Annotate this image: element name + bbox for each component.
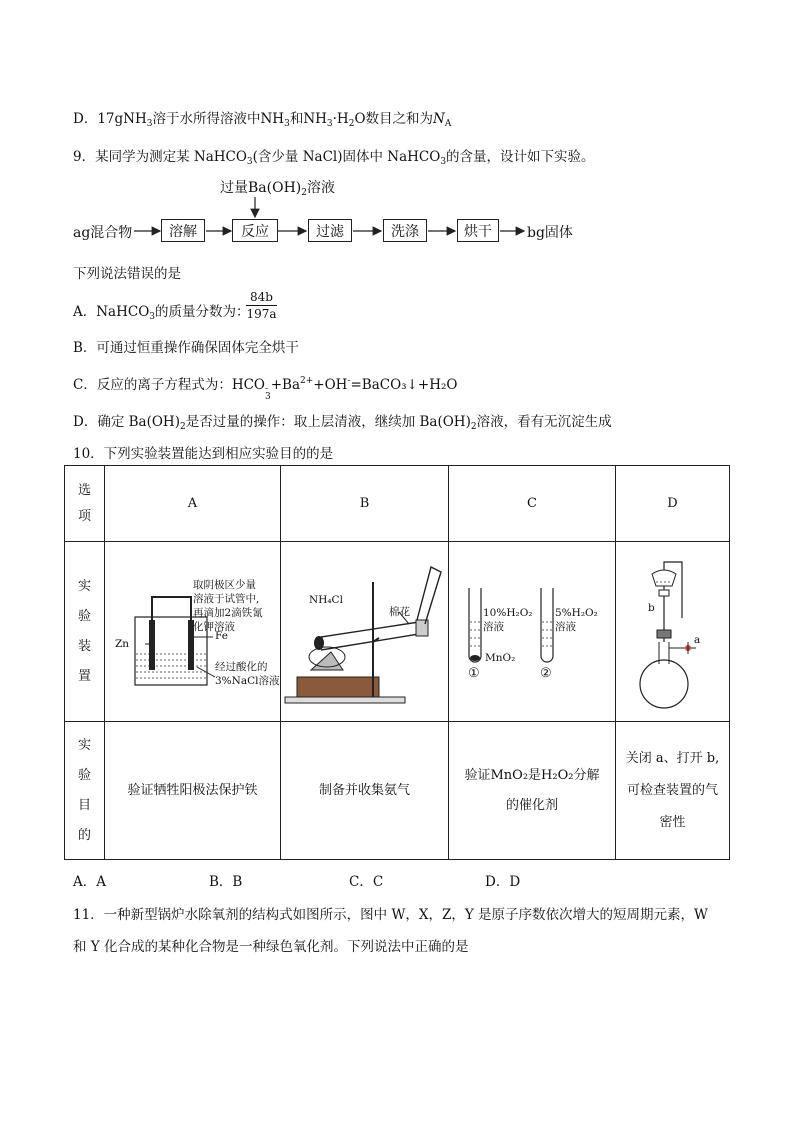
tube1-label [483, 606, 533, 634]
valve-a-label: a [694, 634, 701, 646]
q10-col-a: A [105, 466, 281, 542]
q8-d-nh3h2o: NH [303, 111, 327, 127]
q9-option-a [73, 300, 250, 322]
q10-r2-3: 置 [77, 668, 91, 684]
q8-d-na-sub: A [444, 119, 452, 129]
q10-pc-2: 的催化剂 [505, 797, 558, 813]
q10-table [64, 465, 730, 860]
q10-r3-1: 验 [77, 767, 91, 783]
q11-line1: 11．一种新型锅炉水除氧剂的结构式如图所示，图中 W，X，Z，Y 是原子序数依次增大的短周期元素，W [73, 907, 708, 923]
q10-purpose-a: 验证牺牲阳极法保护铁 [105, 722, 281, 860]
tube1-number: ① [468, 666, 480, 681]
zn-label: Zn [115, 638, 130, 650]
tube2-sol: 溶液 [555, 621, 576, 633]
q9-stem-sub1: 3 [246, 157, 253, 167]
q10-apparatus-row [65, 542, 730, 722]
q9-c-sup: - [265, 384, 269, 394]
q10-r2-0: 实 [77, 578, 91, 594]
fig-a-sol-1: 经过酸化的 [215, 661, 268, 673]
q10-purpose-b: 制备并收集氨气 [281, 722, 449, 860]
q9-d-pre: D．确定 Ba(OH) [73, 414, 180, 430]
q9-c-mid: +Ba [270, 377, 301, 393]
q10-r2-2: 装 [77, 638, 91, 654]
tube1-conc: 10%H₂O₂ [483, 607, 533, 619]
q10-purpose-row [65, 722, 730, 860]
ammonia-apparatus-figure [281, 542, 449, 722]
q8-d-prefix: D．17g [73, 111, 124, 127]
q10-hl-1: 项 [77, 508, 91, 524]
q10-r3-3: 的 [77, 827, 91, 843]
q9-option-c [73, 373, 457, 401]
q9-d-sub: 2 [179, 422, 186, 432]
q10-apparatus-c [449, 542, 616, 722]
q9-step-react: 反应 [232, 219, 278, 242]
q8-d-suffix: 数目之和为 [365, 111, 434, 127]
fig-a-solution [215, 660, 280, 688]
q9-option-d [73, 410, 612, 432]
q10-hl-0: 选 [77, 482, 91, 498]
q10-answer-d[interactable]: D．D [485, 874, 521, 890]
q8-d-nh3h2o-o: O [354, 111, 366, 127]
fig-a-note-3: 再滴加2滴铁氰 [193, 607, 263, 619]
q8-d-mid: 溶于水所得溶液中 [152, 111, 261, 127]
q9-c-sup3: - [347, 376, 351, 386]
q8-d-nh3: NH [123, 111, 147, 127]
q9-stem-sub2: 3 [440, 157, 447, 167]
q10-apparatus-b [281, 542, 449, 722]
q9-c-sub: 3 [265, 392, 271, 402]
q9-question: 下列说法错误的是 [73, 266, 181, 282]
q10-answer-a[interactable]: A．A [73, 874, 106, 890]
q9-frac-den: 197a [246, 307, 277, 321]
q9-reagent-sub: 2 [301, 188, 307, 198]
tube1-sol: 溶液 [483, 621, 504, 633]
tube2-label [555, 606, 598, 634]
q10-r3-2: 目 [77, 797, 91, 813]
q9-step-wash: 洗涤 [383, 219, 427, 242]
q9-stem-a: 9．某同学为测定某 NaHCO [73, 149, 247, 165]
q10-apparatus-d [616, 542, 730, 722]
q8-d-na: N [433, 111, 445, 127]
q9-reagent: 过量Ba(OH) [220, 180, 302, 196]
cotton-label: 棉花 [389, 606, 410, 618]
q10-header-row [65, 466, 730, 542]
q9-flow-start: ag混合物 [73, 225, 133, 241]
q8-d-nh3h2o-sub3: 3 [326, 119, 333, 129]
nh4cl-label: NH₄Cl [309, 594, 343, 606]
q10-pd-3: 密性 [659, 814, 686, 830]
q10-answer-b[interactable]: B．B [209, 874, 243, 890]
q11-line2: 和 Y 化合成的某种化合物是一种绿色氧化剂。下列说法中正确的是 [73, 939, 469, 955]
q9-a-sub: 3 [149, 312, 156, 322]
q9-c-pre: C．反应的离子方程式为：HCO [73, 377, 265, 393]
q10-r2-1: 验 [77, 608, 91, 624]
q9-d-end: 溶液，看有无沉淀生成 [476, 414, 612, 430]
tube2-number: ② [540, 666, 552, 681]
q9-d-mid: 是否过量的操作：取上层清液，继续加 Ba(OH) [185, 414, 471, 430]
q10-col-c: C [449, 466, 616, 542]
q9-d-sub2: 2 [470, 422, 477, 432]
q9-frac-num: 84b [246, 290, 277, 306]
q10-pd-1: 关闭 a、打开 b, [625, 750, 720, 766]
q10-apparatus-a [105, 542, 281, 722]
q8-d-nh3-b-sub: 3 [284, 119, 290, 129]
q9-c-sup2: 2+ [300, 376, 314, 386]
q9-stem-c: 的含量，设计如下实验。 [446, 149, 595, 165]
q9-step-filter: 过滤 [308, 219, 352, 242]
q10-r3-0: 实 [77, 737, 91, 753]
q9-step-dry: 烘干 [457, 219, 499, 242]
fig-a-sol-2: 3%NaCl溶液 [215, 675, 280, 687]
q10-header-label [65, 466, 105, 542]
q9-a-pre: A．NaHCO [73, 304, 150, 320]
fig-a-note-2: 溶液于试管中, [193, 593, 260, 605]
q10-stem: 10．下列实验装置能达到相应实验目的的是 [73, 446, 334, 462]
fe-label: Fe [215, 630, 228, 642]
q8-d-nh3h2o-h: ·H [332, 111, 349, 127]
q9-c-post: +OH [313, 377, 348, 393]
fig-a-note-1: 取阴极区少量 [193, 579, 256, 591]
q10-row3-label [65, 722, 105, 860]
q8-d-and: 和 [289, 111, 304, 127]
q10-col-d: D [616, 466, 730, 542]
q10-col-b: B [281, 466, 449, 542]
q10-purpose-d [616, 722, 730, 860]
q8-d-nh3-sub: 3 [146, 119, 153, 129]
q9-c-end: =BaCO₃↓+H₂O [350, 377, 458, 393]
fig-a-note-4: 化钾溶液 [193, 621, 235, 633]
q8-d-nh3-b: NH [260, 111, 285, 127]
tube2-conc: 5%H₂O₂ [555, 607, 598, 619]
q9-option-b: B．可通过恒重操作确保固体完全烘干 [73, 340, 299, 356]
q9-stem-b: (含少量 NaCl)固体中 NaHCO [252, 149, 441, 165]
q9-step-dissolve: 溶解 [161, 219, 205, 242]
q10-purpose-c [449, 722, 616, 860]
q9-reagent-tail: 溶液 [306, 180, 335, 196]
q10-pc-1: 验证MnO₂是H₂O₂分解 [464, 767, 600, 783]
q9-flow-end: bg固体 [527, 225, 573, 241]
mno2-label: MnO₂ [485, 652, 516, 664]
q10-pd-2: 可检查装置的气 [626, 782, 718, 798]
fig-a-note [193, 578, 263, 634]
q8-d-nh3h2o-sub2: 2 [348, 119, 355, 129]
q10-answer-c[interactable]: C．C [349, 874, 384, 890]
q10-row2-label [65, 542, 105, 722]
valve-b-label: b [648, 602, 655, 614]
q9-a-post: 的质量分数为： [155, 304, 250, 320]
q9-fraction [246, 290, 277, 321]
flask-figure [616, 542, 730, 722]
